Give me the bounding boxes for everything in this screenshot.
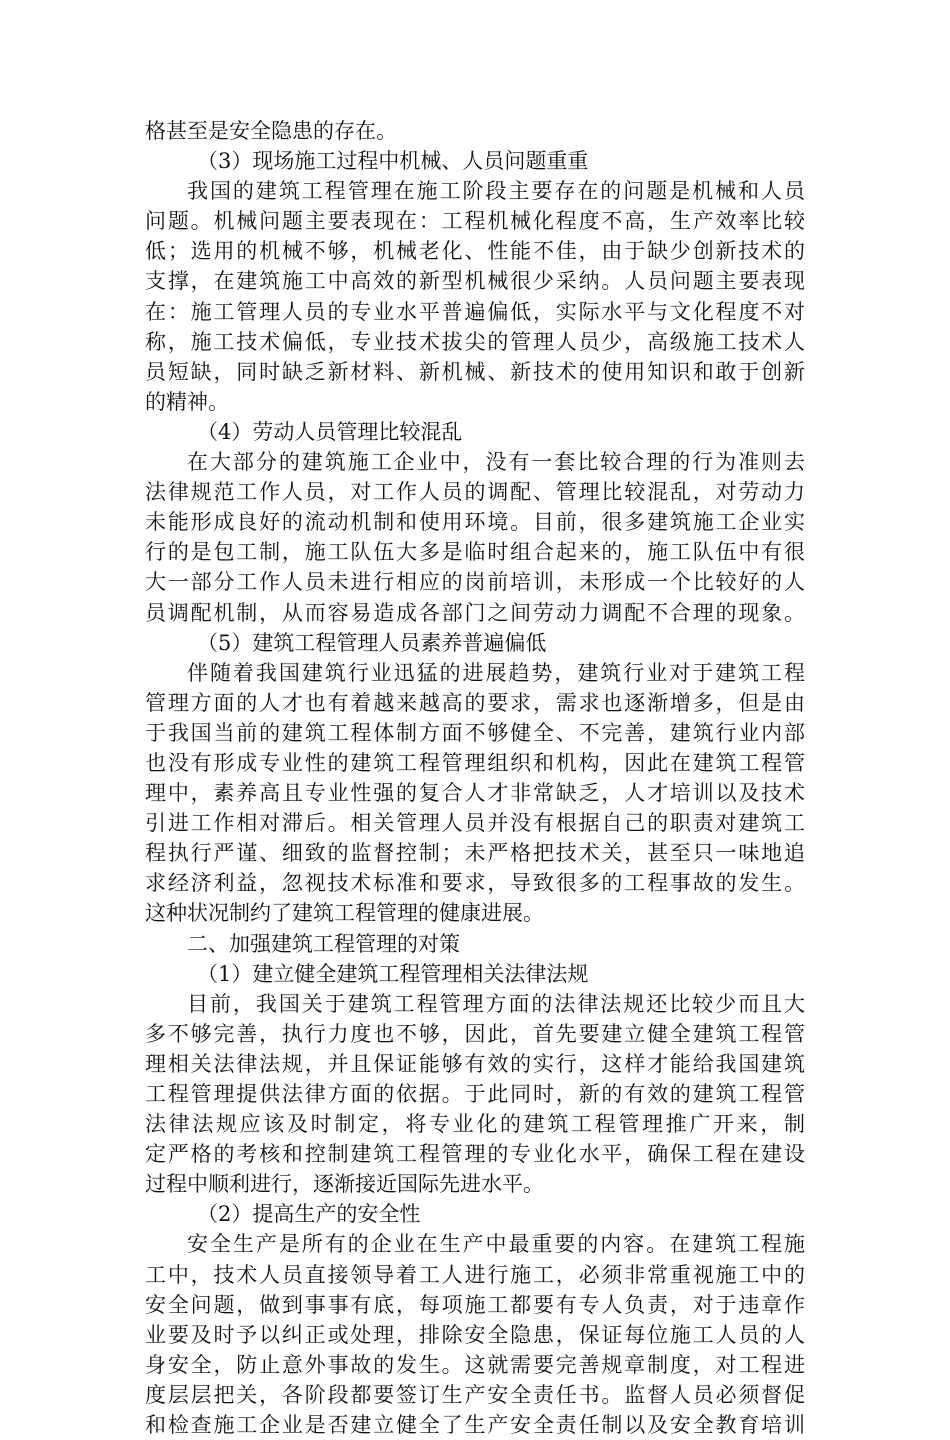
text-line: 工中，技术人员直接领导着工人进行施工，必须非常重视施工中的 bbox=[145, 1262, 805, 1287]
text-line: 行的是包工制，施工队伍大多是临时组合起来的，施工队伍中有很 bbox=[145, 540, 805, 565]
body-text bbox=[145, 116, 805, 1440]
text-line: 员调配机制，从而容易造成各部门之间劳动力调配不合理的现象。 bbox=[145, 600, 805, 625]
text-line: 业要及时予以纠正或处理，排除安全隐患，保证每位施工人员的人 bbox=[145, 1322, 805, 1347]
text-line: 定严格的考核和控制建筑工程管理的专业化水平，确保工程在建设 bbox=[145, 1142, 805, 1167]
text-line: 目前，我国关于建筑工程管理方面的法律法规还比较少而且大 bbox=[187, 991, 805, 1016]
text-line: 这种状况制约了建筑工程管理的健康进展。 bbox=[145, 901, 544, 926]
text-line: 理中，素养高且专业性强的复合人才非常缺乏，人才培训以及技术 bbox=[145, 781, 805, 806]
text-line: 身安全，防止意外事故的发生。这就需要完善规章制度，对工程进 bbox=[145, 1352, 805, 1377]
text-line: 法律规范工作人员，对工作人员的调配、管理比较混乱，对劳动力 bbox=[145, 480, 805, 505]
text-line: 于我国当前的建筑工程体制方面不够健全、不完善，建筑行业内部 bbox=[145, 720, 805, 745]
text-line: 我国的建筑工程管理在施工阶段主要存在的问题是机械和人员 bbox=[187, 179, 805, 204]
text-line: 在：施工管理人员的专业水平普遍偏低，实际水平与文化程度不对 bbox=[145, 299, 805, 324]
text-line: 在大部分的建筑施工企业中，没有一套比较合理的行为准则去 bbox=[187, 450, 805, 475]
text-line: 的精神。 bbox=[145, 389, 229, 414]
text-line: （3）现场施工过程中机械、人员问题重重 bbox=[197, 149, 589, 174]
text-line: 和检查施工企业是否建立健全了生产安全责任制以及安全教育培训 bbox=[145, 1413, 805, 1438]
text-line: 问题。机械问题主要表现在：工程机械化程度不高，生产效率比较 bbox=[145, 209, 805, 234]
text-line: （4）劳动人员管理比较混乱 bbox=[197, 419, 463, 444]
text-line: 员短缺，同时缺乏新材料、新机械、新技术的使用知识和敢于创新 bbox=[145, 359, 805, 384]
text-line: （2）提高生产的安全性 bbox=[197, 1202, 421, 1227]
text-line: 伴随着我国建筑行业迅猛的进展趋势，建筑行业对于建筑工程 bbox=[187, 660, 805, 685]
text-line: 过程中顺利进行，逐渐接近国际先进水平。 bbox=[145, 1172, 544, 1197]
text-line: 未能形成良好的流动机制和使用环境。目前，很多建筑施工企业实 bbox=[145, 510, 805, 535]
text-line: 安全问题，做到事事有底，每项施工都要有专人负责，对于违章作 bbox=[145, 1292, 805, 1317]
text-line: 也没有形成专业性的建筑工程管理组织和机构，因此在建筑工程管 bbox=[145, 750, 805, 775]
text-line: 大一部分工作人员未进行相应的岗前培训，未形成一个比较好的人 bbox=[145, 570, 805, 595]
text-line: 二、加强建筑工程管理的对策 bbox=[187, 931, 460, 956]
text-line: 支撑，在建筑施工中高效的新型机械很少采纳。人员问题主要表现 bbox=[145, 269, 805, 294]
text-line: 管理方面的人才也有着越来越高的要求，需求也逐渐增多，但是由 bbox=[145, 690, 805, 715]
text-line: 法律法规应该及时制定，将专业化的建筑工程管理推广开来，制 bbox=[145, 1112, 805, 1137]
text-line: 求经济利益，忽视技术标准和要求，导致很多的工程事故的发生。 bbox=[145, 871, 805, 896]
text-line: （5）建筑工程管理人员素养普遍偏低 bbox=[197, 630, 547, 655]
text-line: 格甚至是安全隐患的存在。 bbox=[145, 119, 397, 143]
text-line: 低；选用的机械不够，机械老化、性能不佳，由于缺少创新技术的 bbox=[145, 239, 805, 264]
text-line: 工程管理提供法律方面的依据。于此同时，新的有效的建筑工程管 bbox=[145, 1082, 805, 1106]
text-line: 理相关法律法规，并且保证能够有效的实行，这样才能给我国建筑 bbox=[145, 1051, 805, 1076]
text-line: 安全生产是所有的企业在生产中最重要的内容。在建筑工程施 bbox=[187, 1232, 805, 1257]
text-line: 引进工作相对滞后。相关管理人员并没有根据自己的职责对建筑工 bbox=[145, 811, 805, 836]
text-line: 度层层把关，各阶段都要签订生产安全责任书。监督人员必须督促 bbox=[145, 1382, 805, 1407]
text-line: 称，施工技术偏低，专业技术拔尖的管理人员少，高级施工技术人 bbox=[145, 329, 805, 354]
text-line: （1）建立健全建筑工程管理相关法律法规 bbox=[197, 961, 589, 986]
text-line: 多不够完善，执行力度也不够，因此，首先要建立健全建筑工程管 bbox=[145, 1021, 805, 1046]
text-line: 程执行严谨、细致的监督控制；未严格把技术关，甚至只一味地追 bbox=[145, 841, 805, 866]
